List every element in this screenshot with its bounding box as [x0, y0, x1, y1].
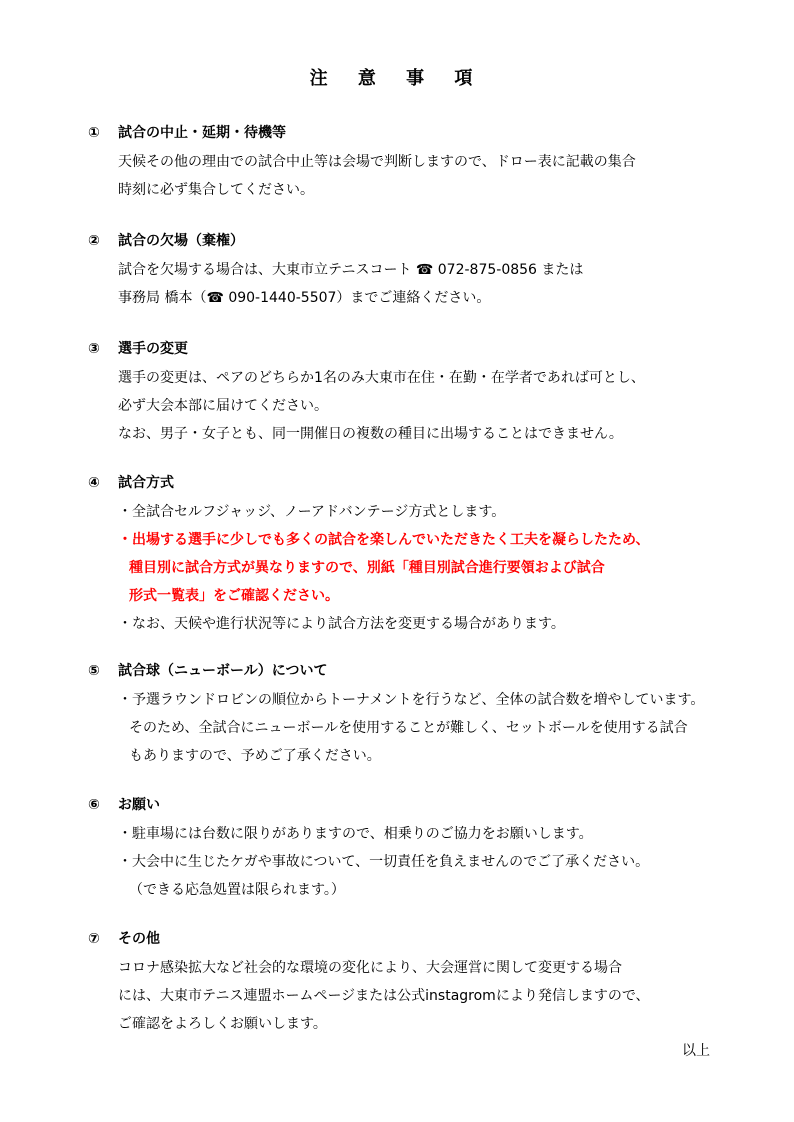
section-heading [88, 660, 728, 686]
section-text-line: 事務局 橋本（☎ 090-1440-5507）までご連絡ください。 [118, 290, 491, 306]
page-title: 注 意 事 項 [309, 68, 485, 89]
section-text-line: 時刻に必ず集合してください。 [118, 182, 314, 198]
section-number: ① [88, 125, 100, 141]
section-text-line: ・大会中に生じたケガや事故について、一切責任を負えませんのでご了承ください。 [118, 854, 650, 870]
section-text-line: 試合を欠場する場合は、大東市立テニスコート ☎ 072-875-0856 または [118, 262, 584, 278]
section-title: 試合の中止・延期・待機等 [118, 125, 286, 141]
closing-remark: 以上 [682, 1043, 710, 1059]
section-text-line: には、大東市テニス連盟ホームページまたは公式instagromにより発信しますので、 [118, 988, 650, 1004]
section-match-format [88, 472, 728, 638]
emphasis-text-line: ・出場する選手に少しでも多くの試合を楽しんでいただきたく工夫を凝らしたため、 [118, 532, 650, 548]
section-text-line: コロナ感染拡大など社会的な環境の変化により、大会運営に関して変更する場合 [118, 960, 622, 976]
section-player-change [88, 338, 728, 448]
section-text-line: ・駐車場には台数に限りがありますので、相乗りのご協力をお願いします。 [118, 826, 593, 842]
section-match-cancellation [88, 122, 728, 204]
section-title: その他 [118, 931, 160, 947]
section-new-balls [88, 660, 728, 770]
section-number: ③ [88, 341, 100, 357]
section-number: ⑤ [88, 663, 100, 679]
section-number: ② [88, 233, 100, 249]
section-heading [88, 472, 728, 498]
section-withdrawal [88, 230, 728, 312]
section-number: ⑥ [88, 797, 100, 813]
section-text-line: 選手の変更は、ペアのどちらか1名のみ大東市在住・在勤・在学者であれば可とし、 [118, 370, 645, 386]
section-heading [88, 794, 728, 820]
section-text-line: ・全試合セルフジャッジ、ノーアドバンテージ方式とします。 [118, 504, 506, 520]
section-text-line: なお、男子・女子とも、同一開催日の複数の種目に出場することはできません。 [118, 426, 623, 442]
section-text-line: ・なお、天候や進行状況等により試合方法を変更する場合があります。 [118, 616, 565, 632]
section-text-line: もありますので、予めご了承ください。 [129, 748, 381, 764]
section-text-line: ・予選ラウンドロビンの順位からトーナメントを行うなど、全体の試合数を増やしています。 [118, 692, 705, 708]
section-heading [88, 230, 728, 256]
section-text-line: ご確認をよろしくお願いします。 [118, 1016, 327, 1032]
section-title: 試合球（ニューボール）について [118, 663, 328, 679]
section-heading [88, 338, 728, 364]
section-text-line: （できる応急処置は限られます。） [129, 882, 345, 898]
emphasis-text-line: 形式一覧表」をご確認ください。 [129, 588, 339, 604]
section-text-line: 天候その他の理由での試合中止等は会場で判断しますので、ドロー表に記載の集合 [118, 154, 636, 170]
section-heading [88, 122, 728, 148]
section-title: 試合の欠場（棄権） [118, 233, 244, 249]
section-requests [88, 794, 728, 904]
section-title: お願い [118, 797, 160, 813]
section-other [88, 928, 728, 1038]
section-number: ④ [88, 475, 100, 491]
section-text-line: 必ず大会本部に届けてください。 [118, 398, 328, 414]
section-number: ⑦ [88, 931, 100, 947]
section-title: 選手の変更 [118, 341, 188, 357]
emphasis-text-line: 種目別に試合方式が異なりますので、別紙「種目別試合進行要領および試合 [129, 560, 605, 576]
section-heading [88, 928, 728, 954]
section-title: 試合方式 [118, 475, 174, 491]
section-text-line: そのため、全試合にニューボールを使用することが難しく、セットボールを使用する試合 [129, 720, 688, 736]
